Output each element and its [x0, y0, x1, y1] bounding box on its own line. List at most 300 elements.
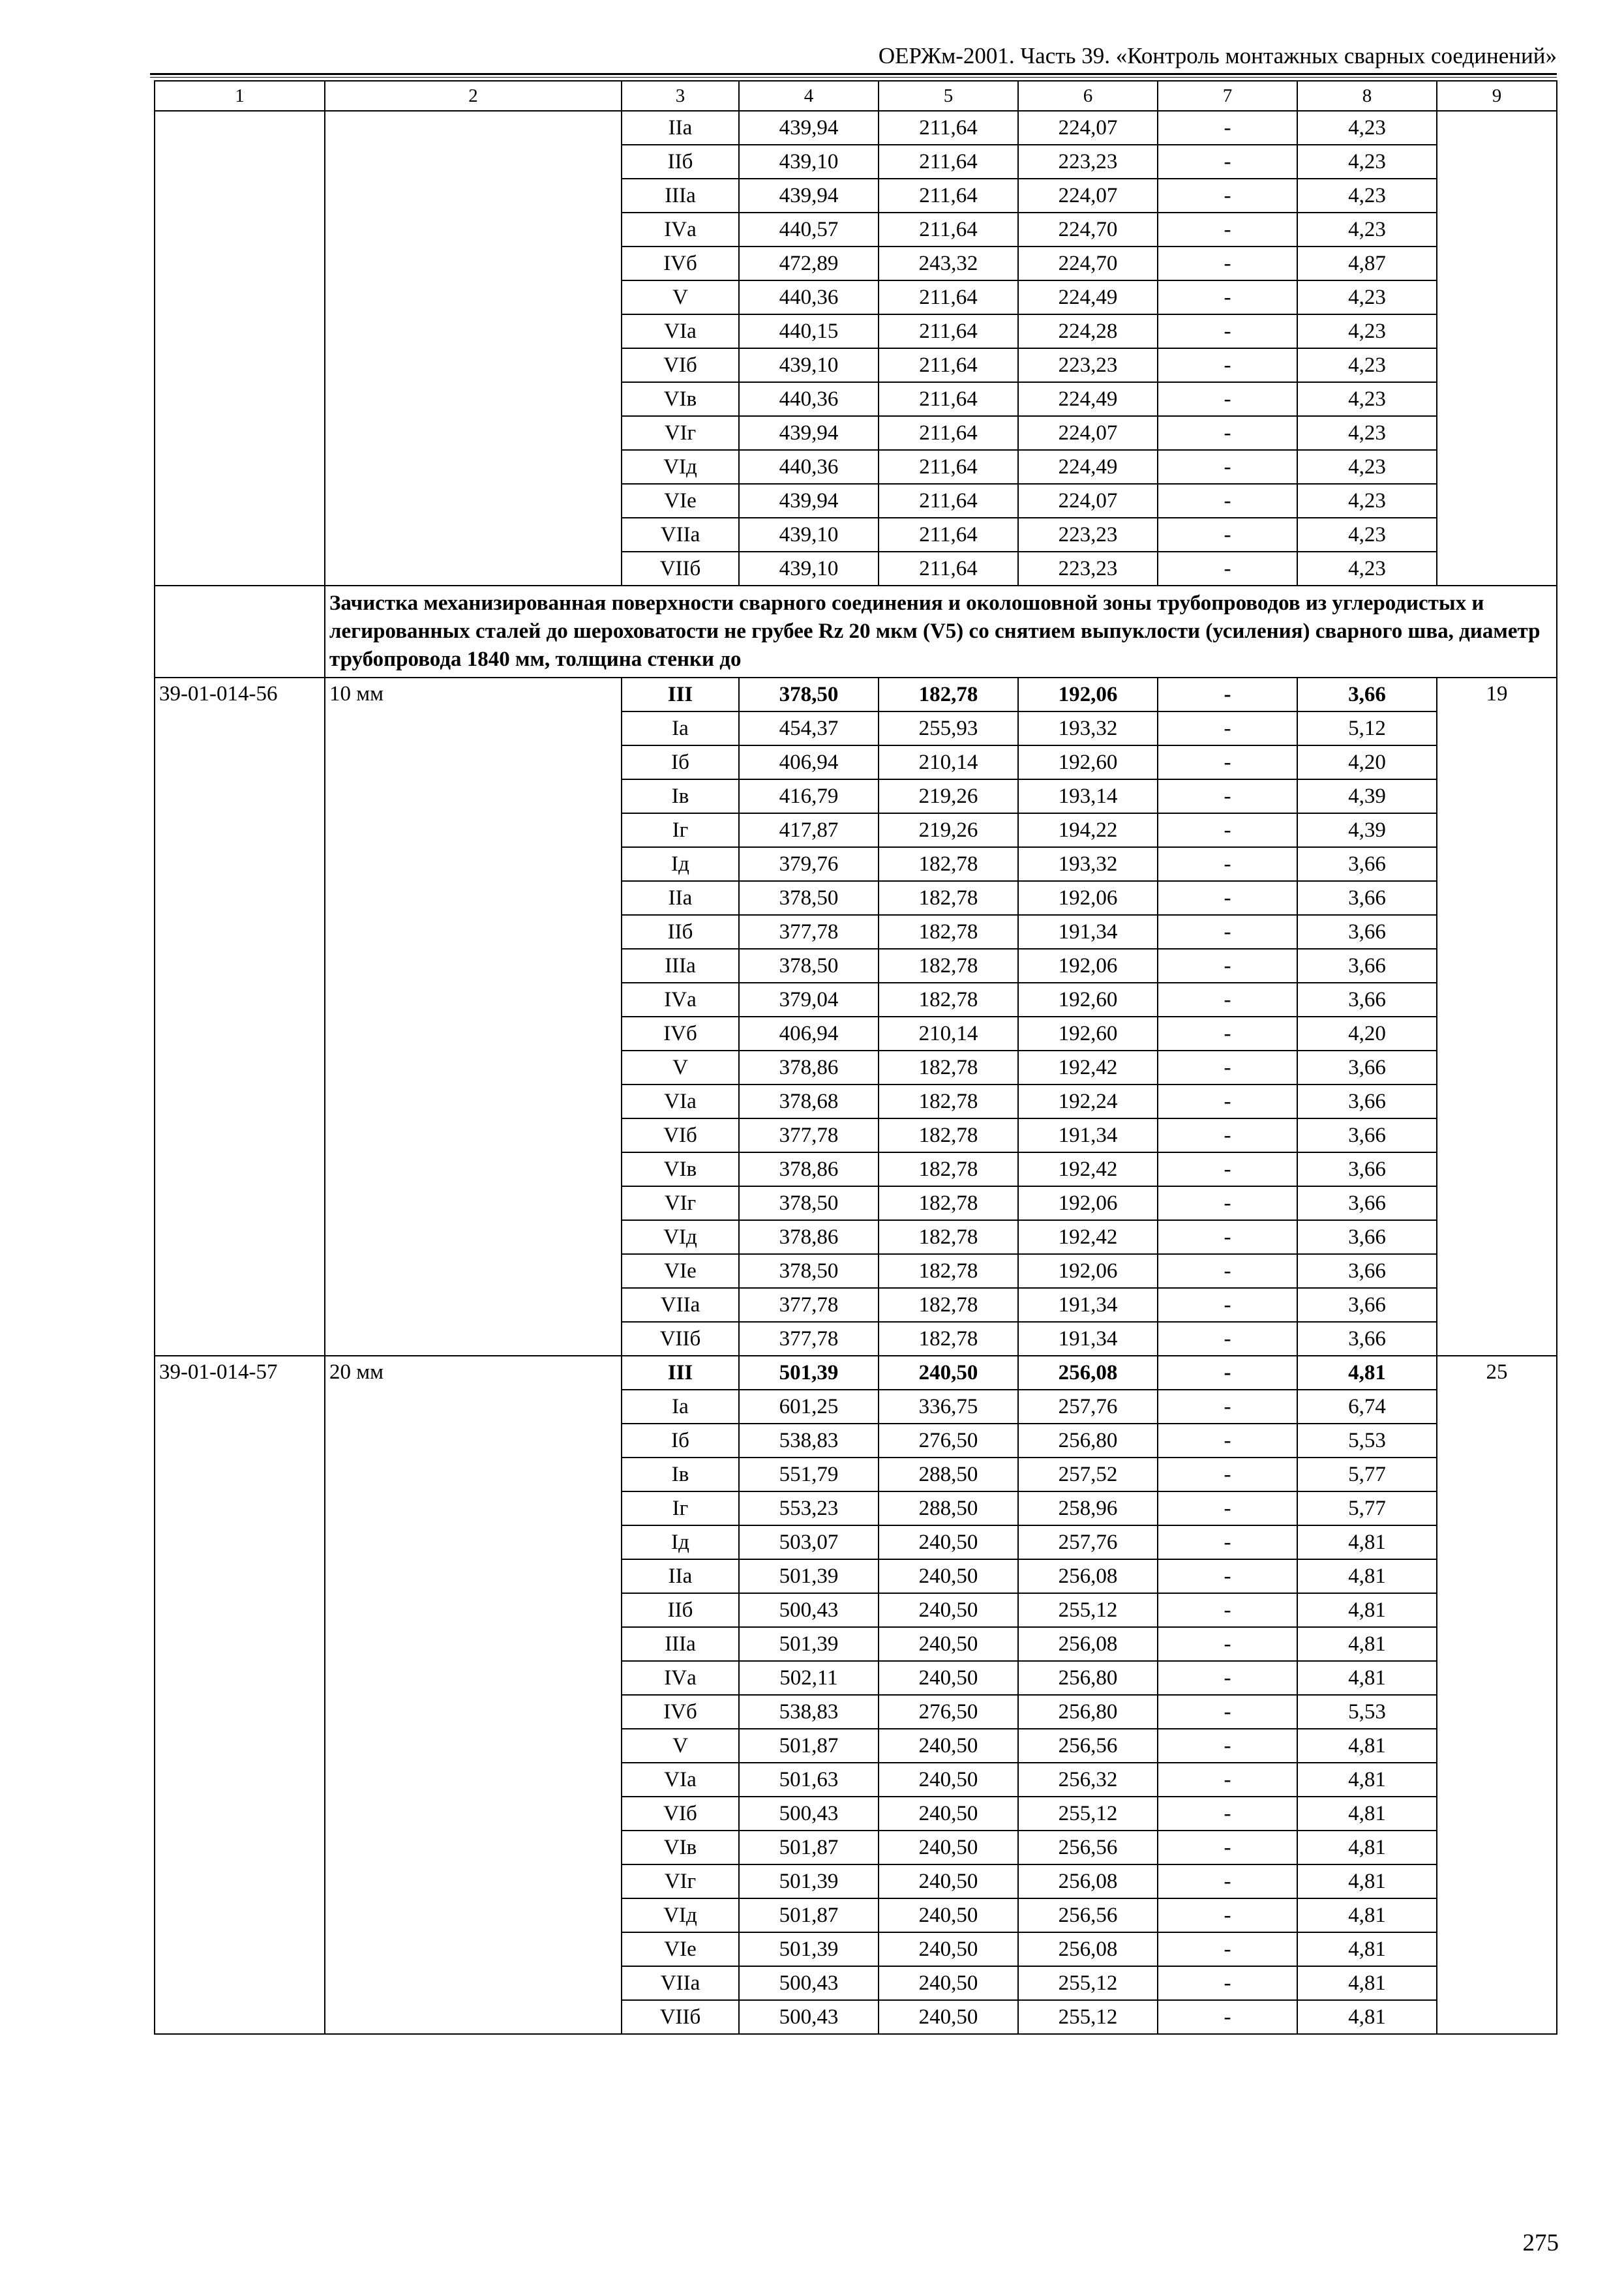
table-row	[155, 111, 1557, 145]
value-cell: 472,89	[739, 247, 879, 280]
value-cell: 4,23	[1297, 348, 1437, 382]
value-cell: 378,86	[739, 1152, 879, 1186]
value-cell: 4,81	[1297, 1627, 1437, 1661]
value-cell: 3,66	[1297, 881, 1437, 915]
value-cell: 276,50	[879, 1695, 1018, 1729]
section-row	[155, 586, 1557, 678]
value-cell: 538,83	[739, 1424, 879, 1458]
value-cell: 224,49	[1018, 382, 1158, 416]
value-cell: 182,78	[879, 678, 1018, 711]
value-cell: III	[622, 678, 739, 711]
value-cell: -	[1158, 1559, 1297, 1593]
value-cell: 182,78	[879, 1051, 1018, 1085]
value-cell: 3,66	[1297, 1186, 1437, 1220]
value-cell: 192,60	[1018, 983, 1158, 1017]
value-cell: -	[1158, 1661, 1297, 1695]
value-cell: 211,64	[879, 213, 1018, 247]
value-cell: 211,64	[879, 111, 1018, 145]
value-cell: -	[1158, 1491, 1297, 1525]
value-cell: 440,15	[739, 314, 879, 348]
value-cell: 336,75	[879, 1390, 1018, 1424]
page-header: ОЕРЖм-2001. Часть 39. «Контроль монтажных сварных соединений»	[878, 43, 1557, 68]
value-cell: 192,60	[1018, 1017, 1158, 1051]
value-cell: 182,78	[879, 983, 1018, 1017]
value-cell: -	[1158, 382, 1297, 416]
value-cell: 211,64	[879, 179, 1018, 213]
value-cell: 256,56	[1018, 1898, 1158, 1932]
value-cell: -	[1158, 813, 1297, 847]
value-cell: VIе	[622, 1932, 739, 1966]
value-cell: 182,78	[879, 881, 1018, 915]
value-cell: 4,81	[1297, 1932, 1437, 1966]
value-cell: 288,50	[879, 1491, 1018, 1525]
column-number-cell: 5	[879, 81, 1018, 111]
value-cell: 182,78	[879, 1254, 1018, 1288]
value-cell: IVа	[622, 1661, 739, 1695]
value-cell: V	[622, 1051, 739, 1085]
value-cell: 257,76	[1018, 1390, 1158, 1424]
value-cell: 192,42	[1018, 1220, 1158, 1254]
value-cell: 210,14	[879, 745, 1018, 779]
value-cell: Iд	[622, 1525, 739, 1559]
value-cell: 256,56	[1018, 1729, 1158, 1763]
value-cell: -	[1158, 1186, 1297, 1220]
value-cell: -	[1158, 1593, 1297, 1627]
value-cell: 211,64	[879, 416, 1018, 450]
value-cell: 501,39	[739, 1932, 879, 1966]
value-cell: 439,94	[739, 416, 879, 450]
value-cell: 4,20	[1297, 745, 1437, 779]
value-cell: 192,42	[1018, 1152, 1158, 1186]
value-cell: IIа	[622, 881, 739, 915]
value-cell: V	[622, 1729, 739, 1763]
value-cell: 191,34	[1018, 1288, 1158, 1322]
header-rule-thick	[150, 73, 1557, 75]
value-cell: 255,12	[1018, 2000, 1158, 2034]
value-cell: Iд	[622, 847, 739, 881]
value-cell: 439,10	[739, 552, 879, 586]
value-cell: 192,60	[1018, 745, 1158, 779]
value-cell: 378,50	[739, 1186, 879, 1220]
value-cell: 5,12	[1297, 711, 1437, 745]
rate-code: 39-01-014-56	[155, 678, 325, 1356]
value-cell: 211,64	[879, 518, 1018, 552]
value-cell: 4,81	[1297, 1559, 1437, 1593]
value-cell: 3,66	[1297, 983, 1437, 1017]
value-cell: VIд	[622, 450, 739, 484]
value-cell: 240,50	[879, 1797, 1018, 1831]
value-cell: -	[1158, 1763, 1297, 1797]
value-cell: -	[1158, 915, 1297, 949]
value-cell: 501,39	[739, 1627, 879, 1661]
value-cell: 6,74	[1297, 1390, 1437, 1424]
value-cell: 501,63	[739, 1763, 879, 1797]
value-cell: IVб	[622, 1017, 739, 1051]
value-cell: 256,08	[1018, 1864, 1158, 1898]
value-cell: 182,78	[879, 1288, 1018, 1322]
value-cell: 377,78	[739, 915, 879, 949]
value-cell: -	[1158, 1966, 1297, 2000]
rates-table	[154, 80, 1557, 2035]
value-cell: 256,32	[1018, 1763, 1158, 1797]
value-cell: VIв	[622, 1831, 739, 1864]
value-cell: 501,39	[739, 1864, 879, 1898]
value-cell: 4,23	[1297, 382, 1437, 416]
value-cell: 224,07	[1018, 484, 1158, 518]
value-cell: 182,78	[879, 1118, 1018, 1152]
value-cell: 219,26	[879, 779, 1018, 813]
value-cell: 240,50	[879, 1966, 1018, 2000]
value-cell: 378,68	[739, 1085, 879, 1118]
value-cell: 193,32	[1018, 847, 1158, 881]
value-cell: 503,07	[739, 1525, 879, 1559]
value-cell: 243,32	[879, 247, 1018, 280]
value-cell: V	[622, 280, 739, 314]
value-cell: -	[1158, 1356, 1297, 1390]
value-cell: Iа	[622, 711, 739, 745]
value-cell: 256,56	[1018, 1831, 1158, 1864]
value-cell: 240,50	[879, 1525, 1018, 1559]
value-cell: 4,23	[1297, 213, 1437, 247]
value-cell: -	[1158, 1898, 1297, 1932]
value-cell: 4,81	[1297, 1356, 1437, 1390]
value-cell: 3,66	[1297, 1118, 1437, 1152]
value-cell: 601,25	[739, 1390, 879, 1424]
value-cell: VIб	[622, 1797, 739, 1831]
value-cell: 192,06	[1018, 678, 1158, 711]
value-cell: IIа	[622, 1559, 739, 1593]
value-cell: 182,78	[879, 1220, 1018, 1254]
value-cell: 224,07	[1018, 416, 1158, 450]
value-cell: 4,81	[1297, 1966, 1437, 2000]
column-number-row	[155, 81, 1557, 111]
value-cell: 4,39	[1297, 779, 1437, 813]
value-cell: Iв	[622, 1458, 739, 1491]
column-number-cell: 1	[155, 81, 325, 111]
value-cell: 224,07	[1018, 179, 1158, 213]
value-cell: -	[1158, 484, 1297, 518]
value-cell: 4,23	[1297, 416, 1437, 450]
value-cell: 4,23	[1297, 280, 1437, 314]
rate-code: 39-01-014-57	[155, 1356, 325, 2034]
value-cell: 439,10	[739, 518, 879, 552]
value-cell: Iв	[622, 779, 739, 813]
value-cell: -	[1158, 1254, 1297, 1288]
value-cell: 4,23	[1297, 314, 1437, 348]
value-cell: -	[1158, 1525, 1297, 1559]
value-cell: 4,23	[1297, 111, 1437, 145]
value-cell: 240,50	[879, 1898, 1018, 1932]
value-cell: 439,94	[739, 111, 879, 145]
value-cell: Iг	[622, 813, 739, 847]
value-cell: 193,32	[1018, 711, 1158, 745]
value-cell: 192,06	[1018, 1254, 1158, 1288]
value-cell: 501,87	[739, 1729, 879, 1763]
value-cell: 256,08	[1018, 1559, 1158, 1593]
value-cell: VIг	[622, 1186, 739, 1220]
value-cell: 240,50	[879, 1593, 1018, 1627]
value-cell: 255,93	[879, 711, 1018, 745]
value-cell: VIа	[622, 1085, 739, 1118]
value-cell: 182,78	[879, 1085, 1018, 1118]
value-cell: 192,06	[1018, 881, 1158, 915]
rate-main-row	[155, 678, 1557, 711]
value-cell: 182,78	[879, 847, 1018, 881]
rate-main-row	[155, 1356, 1557, 1390]
value-cell: 211,64	[879, 314, 1018, 348]
value-cell: -	[1158, 1831, 1297, 1864]
header-rule-thin	[150, 77, 1557, 78]
value-cell: 224,49	[1018, 450, 1158, 484]
value-cell: 182,78	[879, 1152, 1018, 1186]
value-cell: -	[1158, 280, 1297, 314]
value-cell: 4,81	[1297, 1831, 1437, 1864]
value-cell: 3,66	[1297, 1152, 1437, 1186]
page-number: 275	[1522, 2230, 1559, 2256]
value-cell: -	[1158, 1424, 1297, 1458]
value-cell: -	[1158, 847, 1297, 881]
value-cell: Iг	[622, 1491, 739, 1525]
value-cell: VIб	[622, 348, 739, 382]
value-cell: 255,12	[1018, 1797, 1158, 1831]
value-cell: 440,57	[739, 213, 879, 247]
value-cell: 5,77	[1297, 1491, 1437, 1525]
value-cell: Iб	[622, 745, 739, 779]
value-cell: IVа	[622, 213, 739, 247]
value-cell: 3,66	[1297, 1051, 1437, 1085]
value-cell: 553,23	[739, 1491, 879, 1525]
value-cell: 223,23	[1018, 518, 1158, 552]
value-cell: 219,26	[879, 813, 1018, 847]
value-cell: 417,87	[739, 813, 879, 847]
value-cell: -	[1158, 1797, 1297, 1831]
value-cell: 4,81	[1297, 1525, 1437, 1559]
value-cell: 3,66	[1297, 915, 1437, 949]
value-cell: 501,87	[739, 1898, 879, 1932]
column-number-cell: 4	[739, 81, 879, 111]
col9-value: 25	[1437, 1356, 1557, 2034]
value-cell: 256,80	[1018, 1661, 1158, 1695]
value-cell: IIIа	[622, 179, 739, 213]
value-cell: -	[1158, 983, 1297, 1017]
value-cell: 3,66	[1297, 1085, 1437, 1118]
value-cell: 378,86	[739, 1220, 879, 1254]
value-cell: VIIб	[622, 2000, 739, 2034]
value-cell: 240,50	[879, 1627, 1018, 1661]
value-cell: 240,50	[879, 1559, 1018, 1593]
value-cell: 193,14	[1018, 779, 1158, 813]
value-cell: 240,50	[879, 1831, 1018, 1864]
value-cell: -	[1158, 1864, 1297, 1898]
value-cell: -	[1158, 711, 1297, 745]
value-cell: VIв	[622, 382, 739, 416]
value-cell: 4,81	[1297, 1763, 1437, 1797]
value-cell: 3,66	[1297, 678, 1437, 711]
value-cell: 256,08	[1018, 1627, 1158, 1661]
value-cell: 406,94	[739, 745, 879, 779]
value-cell: 4,20	[1297, 1017, 1437, 1051]
value-cell: 240,50	[879, 1356, 1018, 1390]
value-cell: 4,23	[1297, 552, 1437, 586]
column-number-cell: 2	[325, 81, 622, 111]
value-cell: 224,70	[1018, 213, 1158, 247]
value-cell: VIб	[622, 1118, 739, 1152]
value-cell: VIIа	[622, 1966, 739, 2000]
value-cell: VIIб	[622, 1322, 739, 1356]
value-cell: -	[1158, 678, 1297, 711]
value-cell: -	[1158, 552, 1297, 586]
column-number-cell: 9	[1437, 81, 1557, 111]
value-cell: 439,94	[739, 179, 879, 213]
column-number-cell: 8	[1297, 81, 1437, 111]
value-cell: IIIа	[622, 1627, 739, 1661]
value-cell: 3,66	[1297, 1322, 1437, 1356]
value-cell: 502,11	[739, 1661, 879, 1695]
value-cell: 440,36	[739, 450, 879, 484]
value-cell: 191,34	[1018, 915, 1158, 949]
value-cell: -	[1158, 1695, 1297, 1729]
value-cell: 224,28	[1018, 314, 1158, 348]
value-cell: 210,14	[879, 1017, 1018, 1051]
value-cell: 378,86	[739, 1051, 879, 1085]
value-cell: VIг	[622, 1864, 739, 1898]
value-cell: VIе	[622, 1254, 739, 1288]
value-cell: 4,81	[1297, 1898, 1437, 1932]
value-cell: 223,23	[1018, 145, 1158, 179]
value-cell: -	[1158, 1729, 1297, 1763]
value-cell: 416,79	[739, 779, 879, 813]
value-cell: 288,50	[879, 1458, 1018, 1491]
value-cell: 439,94	[739, 484, 879, 518]
value-cell: -	[1158, 1390, 1297, 1424]
value-cell: VIе	[622, 484, 739, 518]
value-cell: 551,79	[739, 1458, 879, 1491]
value-cell: 406,94	[739, 1017, 879, 1051]
value-cell: IVб	[622, 247, 739, 280]
value-cell: 276,50	[879, 1424, 1018, 1458]
value-cell: 3,66	[1297, 949, 1437, 983]
value-cell: -	[1158, 745, 1297, 779]
value-cell: 257,52	[1018, 1458, 1158, 1491]
value-cell: 4,23	[1297, 518, 1437, 552]
value-cell: 378,50	[739, 949, 879, 983]
value-cell: 3,66	[1297, 1288, 1437, 1322]
value-cell: 378,50	[739, 678, 879, 711]
value-cell: -	[1158, 450, 1297, 484]
value-cell: Iа	[622, 1390, 739, 1424]
value-cell: 377,78	[739, 1118, 879, 1152]
value-cell: IVб	[622, 1695, 739, 1729]
wall-thickness: 10 мм	[325, 678, 622, 1356]
value-cell: 240,50	[879, 1932, 1018, 1966]
value-cell: 192,42	[1018, 1051, 1158, 1085]
value-cell: VIв	[622, 1152, 739, 1186]
value-cell: 5,77	[1297, 1458, 1437, 1491]
value-cell: 256,80	[1018, 1424, 1158, 1458]
value-cell: 224,49	[1018, 280, 1158, 314]
value-cell: III	[622, 1356, 739, 1390]
value-cell: -	[1158, 1152, 1297, 1186]
value-cell: -	[1158, 1458, 1297, 1491]
value-cell: 194,22	[1018, 813, 1158, 847]
value-cell: 256,08	[1018, 1932, 1158, 1966]
value-cell: VIа	[622, 314, 739, 348]
column-number-cell: 7	[1158, 81, 1297, 111]
value-cell: VIд	[622, 1898, 739, 1932]
value-cell: VIIа	[622, 1288, 739, 1322]
value-cell: 4,39	[1297, 813, 1437, 847]
value-cell: 4,87	[1297, 247, 1437, 280]
value-cell: 255,12	[1018, 1966, 1158, 2000]
value-cell: 440,36	[739, 382, 879, 416]
value-cell: 378,50	[739, 881, 879, 915]
value-cell: 192,06	[1018, 949, 1158, 983]
value-cell: -	[1158, 1220, 1297, 1254]
value-cell: 191,34	[1018, 1322, 1158, 1356]
value-cell: IIIа	[622, 949, 739, 983]
value-cell: VIг	[622, 416, 739, 450]
value-cell: 501,39	[739, 1356, 879, 1390]
value-cell: 4,81	[1297, 1797, 1437, 1831]
value-cell: 224,70	[1018, 247, 1158, 280]
value-cell: 3,66	[1297, 1220, 1437, 1254]
value-cell: -	[1158, 518, 1297, 552]
code-cell-empty	[155, 111, 325, 586]
value-cell: 454,37	[739, 711, 879, 745]
value-cell: 211,64	[879, 484, 1018, 518]
value-cell: VIд	[622, 1220, 739, 1254]
value-cell: 538,83	[739, 1695, 879, 1729]
value-cell: -	[1158, 145, 1297, 179]
value-cell: 5,53	[1297, 1695, 1437, 1729]
value-cell: 191,34	[1018, 1118, 1158, 1152]
value-cell: IIа	[622, 111, 739, 145]
value-cell: -	[1158, 2000, 1297, 2034]
col9-value: 19	[1437, 678, 1557, 1356]
column-number-cell: 6	[1018, 81, 1158, 111]
value-cell: 379,04	[739, 983, 879, 1017]
value-cell: 211,64	[879, 382, 1018, 416]
value-cell: -	[1158, 949, 1297, 983]
value-cell: 224,07	[1018, 111, 1158, 145]
value-cell: 223,23	[1018, 348, 1158, 382]
value-cell: -	[1158, 1288, 1297, 1322]
value-cell: 211,64	[879, 280, 1018, 314]
value-cell: 258,96	[1018, 1491, 1158, 1525]
value-cell: 255,12	[1018, 1593, 1158, 1627]
value-cell: 500,43	[739, 2000, 879, 2034]
value-cell: VIа	[622, 1763, 739, 1797]
col9-cell-empty	[1437, 111, 1557, 586]
value-cell: -	[1158, 213, 1297, 247]
value-cell: 211,64	[879, 348, 1018, 382]
value-cell: 501,39	[739, 1559, 879, 1593]
value-cell: 4,81	[1297, 1729, 1437, 1763]
value-cell: 377,78	[739, 1322, 879, 1356]
value-cell: 256,08	[1018, 1356, 1158, 1390]
value-cell: -	[1158, 1085, 1297, 1118]
value-cell: 240,50	[879, 1763, 1018, 1797]
value-cell: -	[1158, 179, 1297, 213]
value-cell: 377,78	[739, 1288, 879, 1322]
thickness-cell-empty	[325, 111, 622, 586]
value-cell: 182,78	[879, 949, 1018, 983]
value-cell: 3,66	[1297, 1254, 1437, 1288]
column-number-cell: 3	[622, 81, 739, 111]
value-cell: -	[1158, 111, 1297, 145]
value-cell: 182,78	[879, 1322, 1018, 1356]
value-cell: 211,64	[879, 145, 1018, 179]
